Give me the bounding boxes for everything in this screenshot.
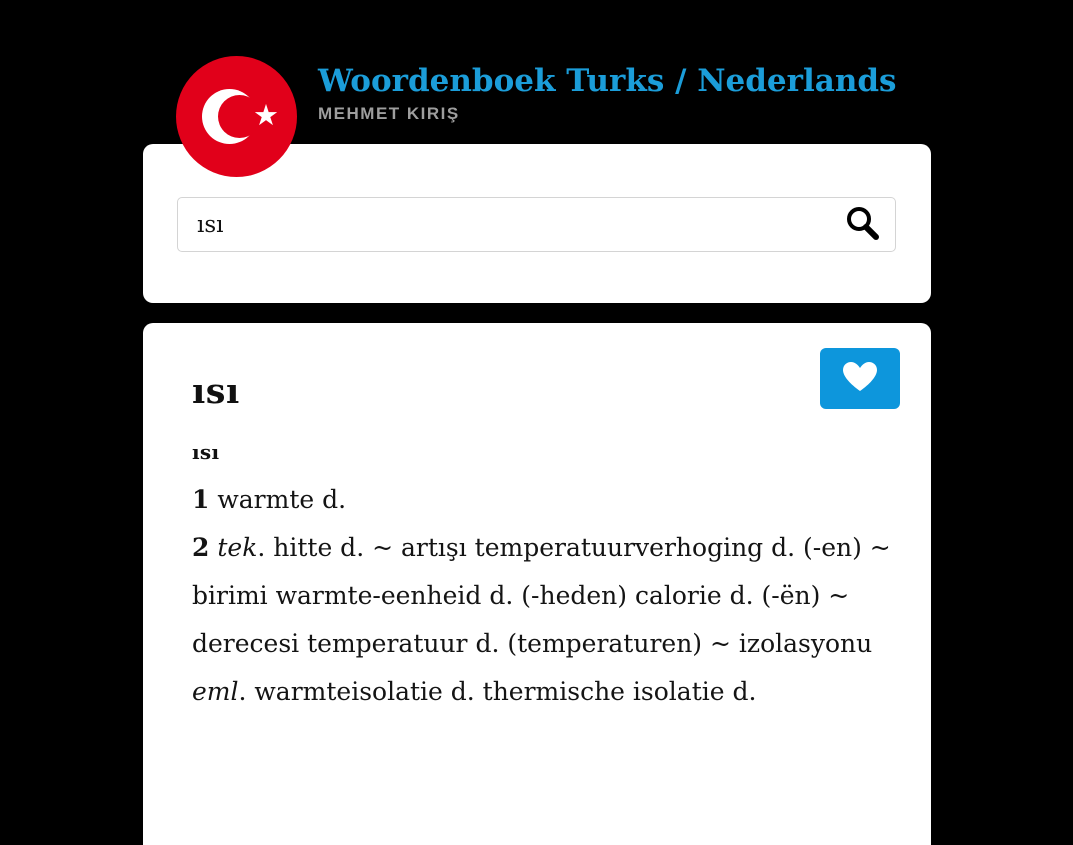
author-subtitle: MEHMET KIRIŞ [318,104,460,123]
search-box[interactable] [177,197,896,252]
search-button[interactable] [829,198,895,251]
sense-label-2: tek [217,533,258,562]
sense-number-2: 2 [192,533,210,562]
page-title: Woordenboek Turks / Nederlands [318,63,897,99]
sense-number-1: 1 [192,485,210,514]
sense-label-3: eml [192,677,239,706]
turkish-flag-logo [176,56,297,177]
sense-text-2: . hitte d. ~ artışı temperatuurverhoging d. (-en) ~ birimi warmte-eenheid d. (-heden) calorie d. (-ën) ~ derecesi temperatuur d. (temperaturen) ~ izolasyonu [192,533,891,658]
sense-text-1: warmte d. [217,485,347,514]
star-icon: ★ [253,100,279,132]
heart-icon [842,361,878,396]
sense-text-3: . warmteisolatie d. thermische isolatie d. [238,677,757,706]
header-title-block [318,56,897,124]
result-headword: ısı [192,371,240,412]
favorite-button[interactable] [820,348,900,409]
entry-lemma: ısı [192,440,220,464]
entry-body [192,440,891,716]
app-header [176,56,897,177]
entry-definition [192,476,891,716]
search-input[interactable] [178,198,829,251]
search-icon [842,203,882,246]
result-card [143,323,931,845]
